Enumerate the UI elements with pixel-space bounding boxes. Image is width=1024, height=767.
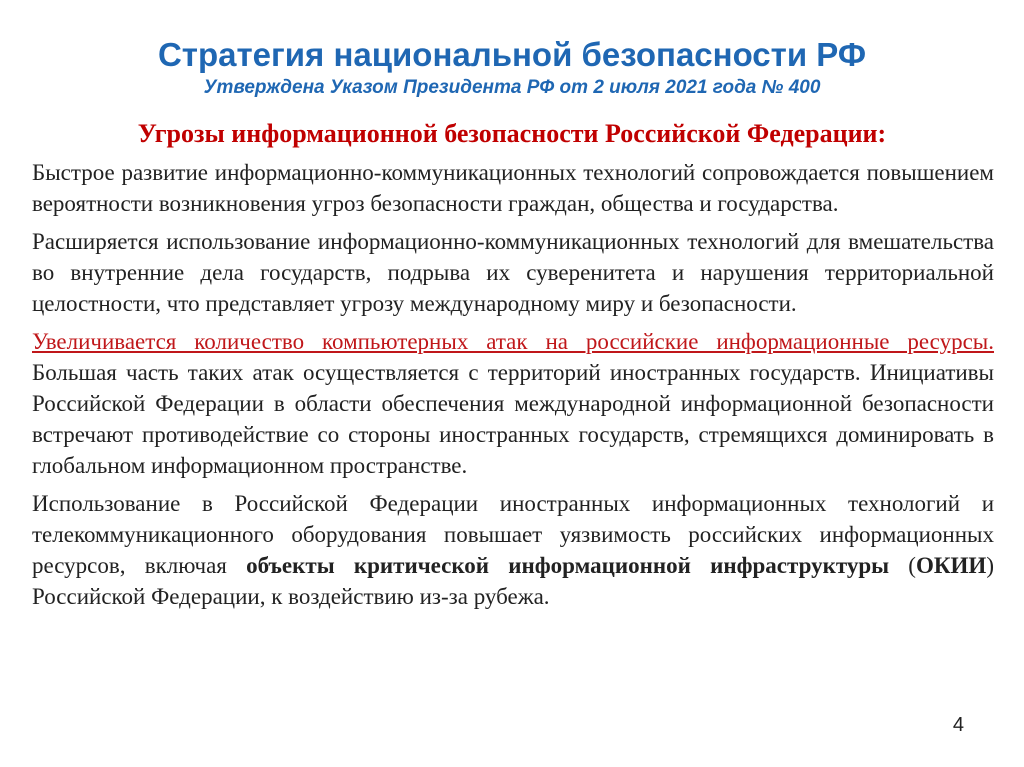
ciip-abbreviation: ОКИИ: [915, 553, 987, 578]
paragraph-4: [32, 488, 994, 612]
paragraph-4-end: ) Российской Федерации, к воздействию из-за рубежа.: [32, 553, 994, 609]
paragraph-1: Быстрое развитие информационно-коммуникационных технологий сопровождается повышением вероятности возникновения угроз безопасности граждан, общества и государства.: [32, 160, 994, 216]
section-heading: Угрозы информационной безопасности Российской Федерации:: [137, 119, 887, 148]
slide-subtitle: Утверждена Указом Президента РФ от 2 июля 2021 года № 400: [203, 77, 821, 98]
paragraph-2: Расширяется использование информационно-коммуникационных технологий для вмешательства во внутренние дела государств, подрыва их суверенитета и нарушения территориальной целостности, что представляет угрозу международному миру и безопасности.: [32, 229, 994, 316]
ciip-term: объекты критической информационной инфраструктуры: [246, 553, 890, 578]
paragraph-4-start: Использование в Российской Федерации иностранных информационных технологий и телекоммуникационного оборудования повышает уязвимость российских информационных ресурсов, включая: [32, 491, 994, 578]
highlighted-threat-text: Увеличивается количество компьютерных атак на российские информационные ресурсы.: [32, 329, 994, 354]
page-number: 4: [952, 714, 964, 736]
paragraph-3: [32, 326, 994, 481]
slide-title: Стратегия национальной безопасности РФ: [157, 36, 867, 73]
paragraph-3-rest: Большая часть таких атак осуществляется с территорий иностранных государств. Инициативы Российской Федерации в области обеспечения международной информационной безопасности встречают противодействие со стороны иностранных государств, стремящихся доминировать в глобальном информационном пространстве.: [32, 360, 994, 478]
paren-open: (: [889, 553, 916, 578]
body-text: [32, 157, 994, 619]
